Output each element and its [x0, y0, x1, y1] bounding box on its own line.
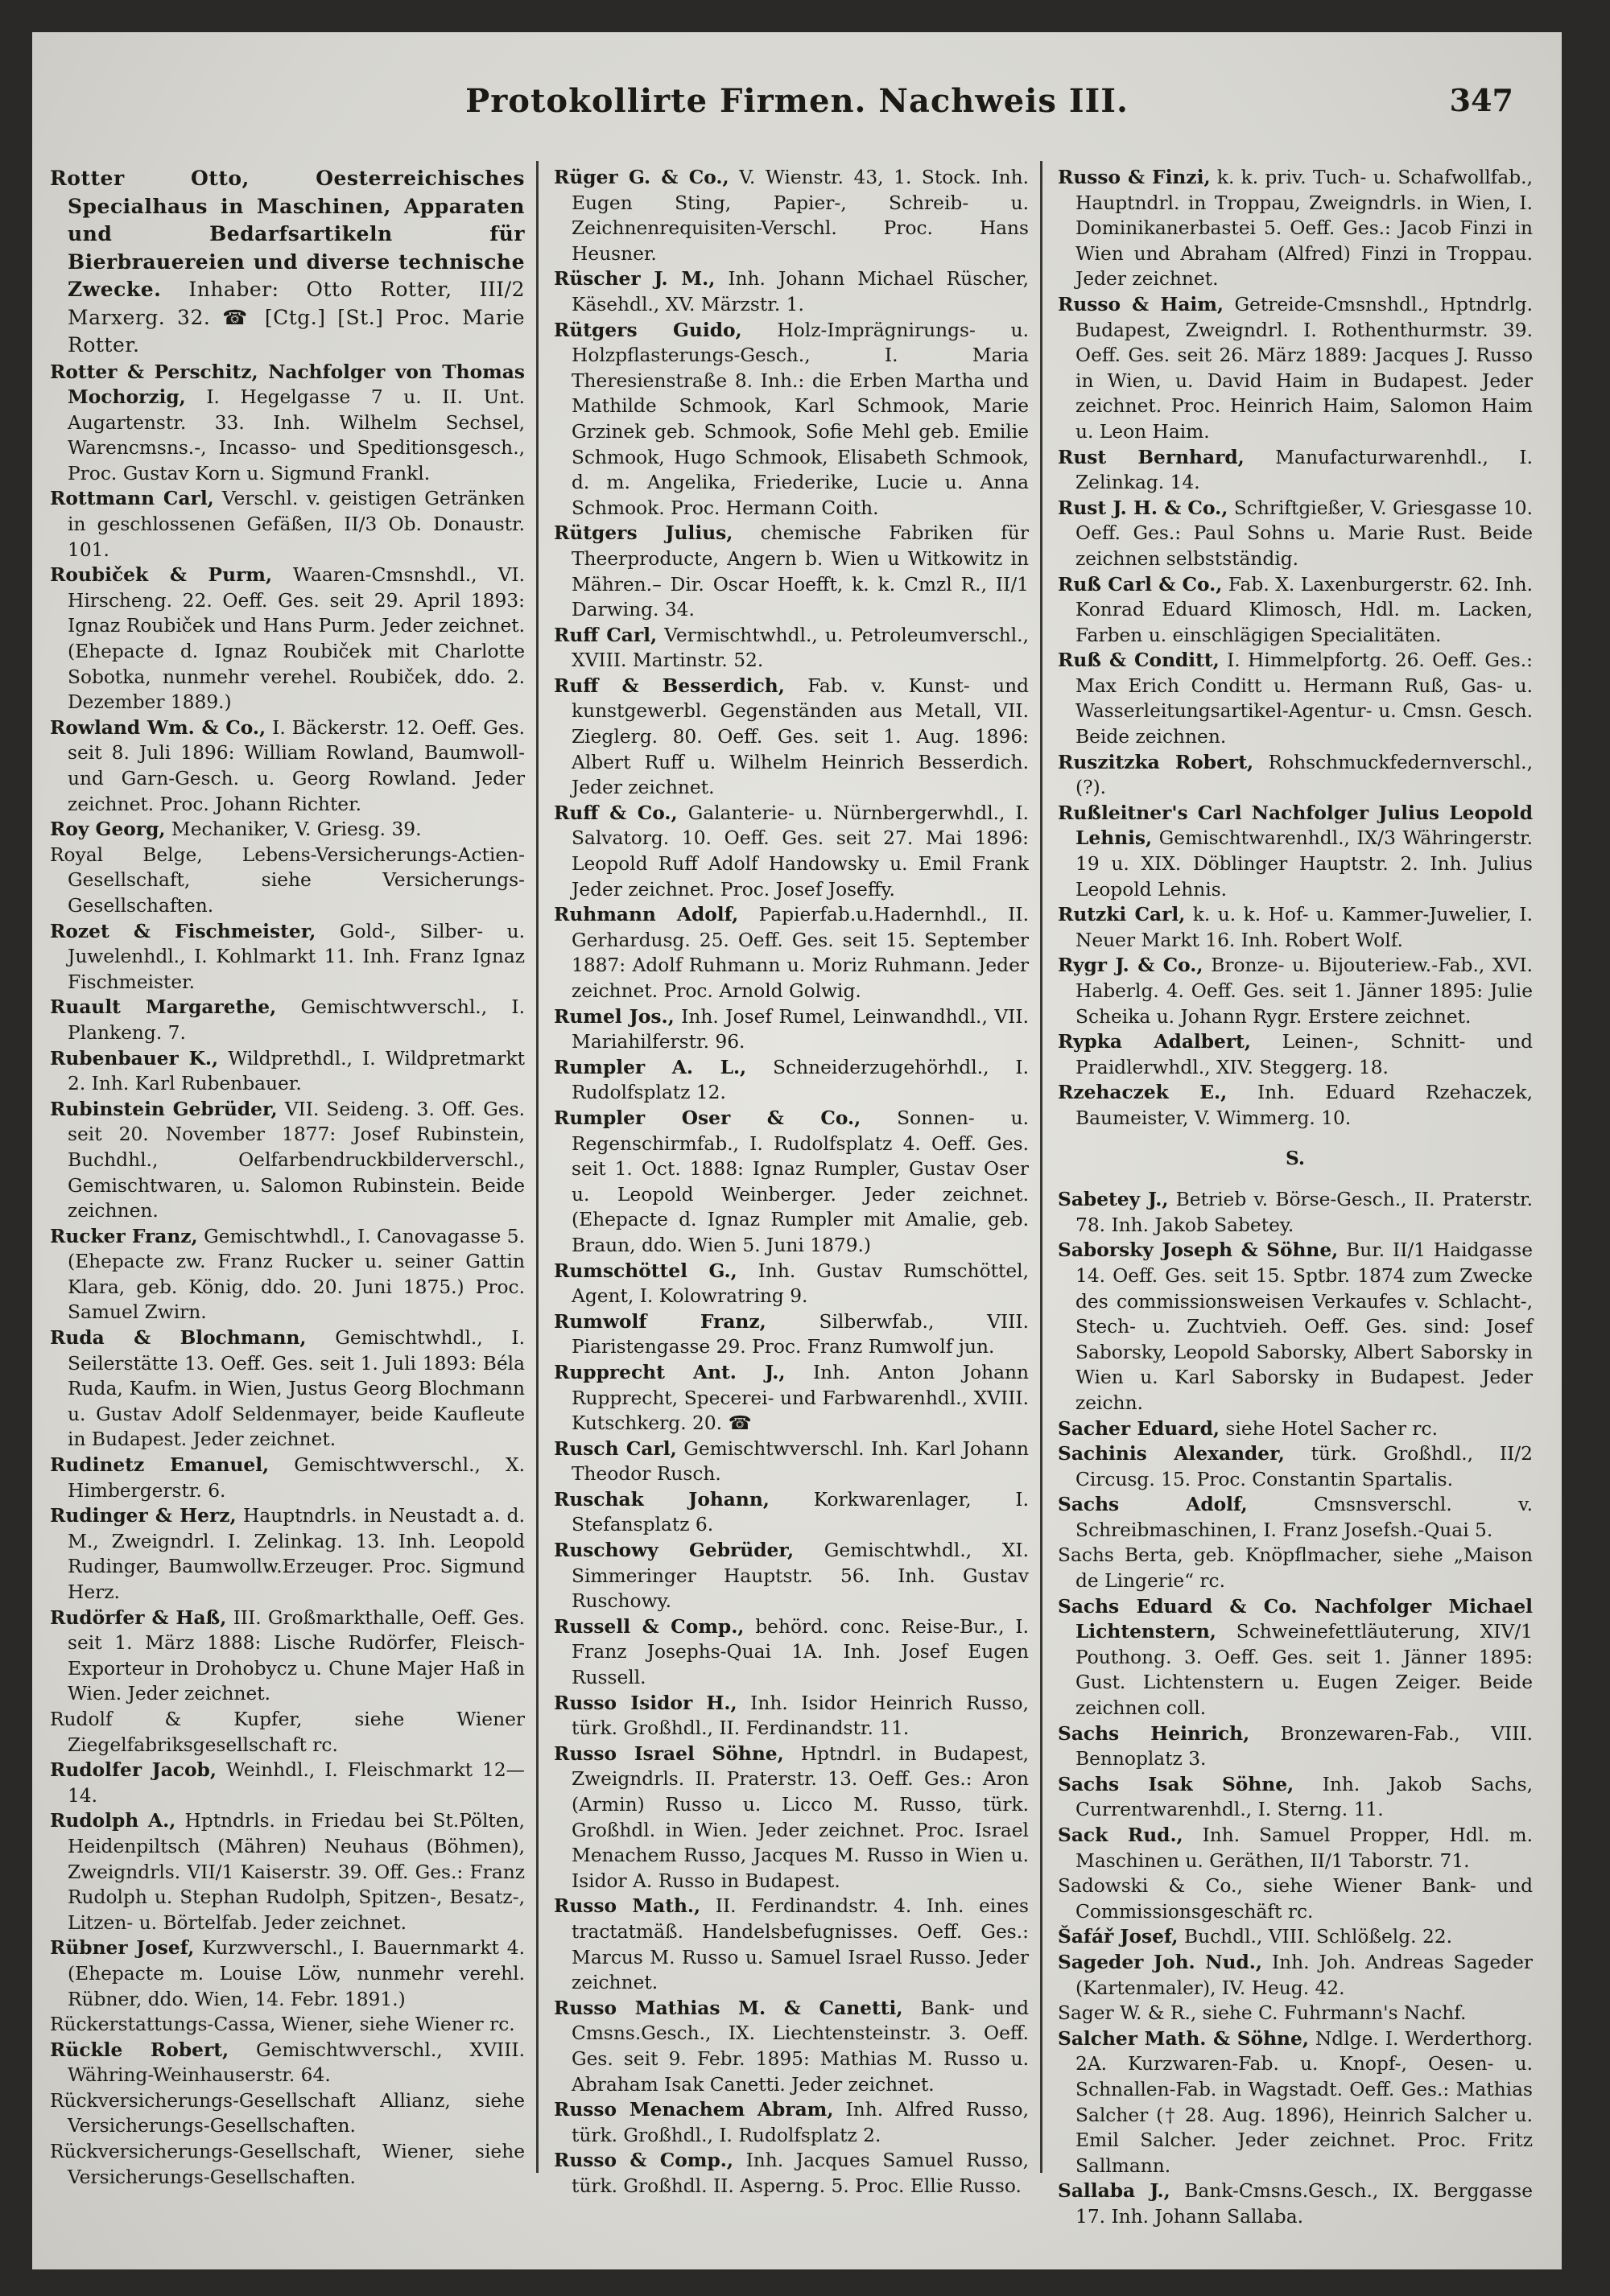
firm-entry	[50, 165, 525, 360]
firm-name: Rotter & Perschitz, Nachfolger von Thomas Mochorzig,	[50, 361, 525, 409]
firm-entry	[50, 1325, 525, 1453]
firm-entry	[1058, 445, 1533, 496]
firm-name: Rußleitner's Carl Nachfolger Julius Leopold Lehnis,	[1058, 802, 1533, 850]
firm-entry	[50, 360, 525, 487]
firm-entry	[50, 715, 525, 817]
firm-entry	[554, 1259, 1029, 1309]
firm-entry	[50, 843, 525, 919]
firm-name: Rotter Otto, Oesterreichisches Specialhaus in Maschinen, Apparaten und Bedarfsartikeln für Bierbrauereien und diverse technische Zwecke.	[50, 167, 525, 301]
firm-entry	[50, 2038, 525, 2088]
firm-name: Rudörfer & Haß,	[50, 1606, 227, 1629]
firm-details: Inh. Anton Johann Rupprecht, Specerei- und Farbwarenhdl., XVIII. Kutschkerg. 20. ☎	[572, 1361, 1029, 1435]
firm-name: Rypka Adalbert,	[1058, 1031, 1252, 1053]
firm-entry	[1058, 1721, 1533, 1772]
firm-details: behörd. conc. Reise-Bur., I. Franz Josephs-Quai 1A. Inh. Josef Eugen Russell.	[572, 1615, 1029, 1689]
firm-details: Sachs Berta, geb. Knöpflmacher, siehe „Maison de Lingerie“ rc.	[1058, 1544, 1533, 1593]
firm-entry	[50, 2012, 525, 2038]
firm-details: k. k. priv. Tuch- u. Schafwollfab., Hauptndrl. in Troppau, Zweigndrls. in Wien, I. Dominikanerbastei 5. Oeff. Ges.: Jacob Finzi in Wien und Abraham (Alfred) Finzi in Troppau. Jeder zeichnet.	[1075, 167, 1533, 291]
firm-details: Ndlge. I. Werderthorg. 2A. Kurzwaren-Fab. u. Knopf-, Oesen- u. Schnallen-Fab. in Wagstadt. Oeff. Ges.: Mathias Salcher († 28. Aug. 1896), Heinrich Salcher u. Emil Salcher. Jeder zeichnet. Proc. Fritz Sallmann.	[1075, 2027, 1533, 2177]
firm-name: Ruhmann Adolf,	[554, 904, 739, 926]
firm-details: k. u. k. Hof- u. Kammer-Juwelier, I. Neuer Markt 16. Inh. Robert Wolf.	[1075, 904, 1533, 951]
firm-details: Papierfab.u.Hadernhdl., II. Gerhardusg. 25. Oeff. Ges. seit 15. September 1887: Adolf Ruhmann u. Moriz Ruhmann. Jeder zeichnet. Proc. Arnold Golwig.	[572, 904, 1029, 1002]
firm-name: Sachinis Alexander,	[1058, 1443, 1285, 1465]
firm-details: Gold-, Silber- u. Juwelenhdl., I. Kohlmarkt 11. Inh. Franz Ignaz Fischmeister.	[68, 920, 525, 993]
firm-details: Leinen-, Schnitt- und Praidlerwhdl., XIV. Steggerg. 18.	[1075, 1031, 1533, 1078]
firm-entry	[50, 1808, 525, 1935]
firm-name: Russo Menachem Abram,	[554, 2099, 834, 2121]
firm-name: Sacher Eduard,	[1058, 1417, 1220, 1440]
firm-details: Schriftgießer, V. Griesgasse 10. Oeff. Ges.: Paul Sohns u. Marie Rust. Beide zeichnen selbstständig.	[1075, 497, 1533, 570]
firm-entry	[554, 1538, 1029, 1614]
firm-details: Hptndrl. in Budapest, Zweigndrls. II. Praterstr. 13. Oeff. Ges.: Aron (Armin) Russo u. Licco M. Russo, türk. Großhdl. in Wien. Jeder zeichnet. Proc. Israel Menachem Russo, Jacques M. Russo in Wien u. Isidor A. Russo in Budapest.	[572, 1742, 1029, 1892]
firm-entry	[1058, 165, 1533, 292]
firm-entry	[50, 563, 525, 715]
firm-details: chemische Fabriken für Theerproducte, Angern b. Wien u Witkowitz in Mähren.– Dir. Oscar Hoefft, k. k. Cmzl R., II/1 Darwing. 34.	[572, 522, 1030, 621]
firm-details: Inh. Eduard Rzehaczek, Baumeister, V. Wimmerg. 10.	[1075, 1082, 1533, 1129]
firm-details: I. Hegelgasse 7 u. II. Unt. Augartenstr. 33. Inh. Wilhelm Sechsel, Warencmsns.-, Incasso- und Speditionsgesch., Proc. Gustav Korn u. Sigmund Frankl.	[68, 386, 525, 484]
firm-name: Rutzki Carl,	[1058, 904, 1186, 926]
firm-entry	[554, 623, 1029, 674]
firm-name: Roy Georg,	[50, 818, 166, 841]
firm-name: Rüscher J. M.,	[554, 268, 716, 291]
firm-details: Bur. II/1 Haidgasse 14. Oeff. Ges. seit 15. Sptbr. 1874 zum Zwecke des commissionsweisen Verkaufes v. Schlacht-, Stech- u. Zuchtvieh. Oeff. Ges. sind: Josef Saborsky, Leopold Saborsky, Albert Saborsky in Wien u. Karl Saborsky in Budapest. Jeder zeichn.	[1075, 1239, 1533, 1414]
firm-entry	[1058, 1492, 1533, 1543]
firm-name: Rütgers Guido,	[554, 319, 742, 341]
firm-details: Inh. Gustav Rumschöttel, Agent, I. Kolowratring 9.	[572, 1259, 1029, 1308]
firm-entry	[1058, 648, 1533, 749]
scanned-page	[32, 32, 1562, 2269]
firm-name: Ruschowy Gebrüder,	[554, 1540, 795, 1562]
firm-entry	[554, 1360, 1029, 1437]
firm-entry	[1058, 1029, 1533, 1080]
firm-name: Ruß Carl & Co.,	[1058, 573, 1223, 596]
firm-name: Rzehaczek E.,	[1058, 1082, 1228, 1104]
section-letter: S.	[1285, 1147, 1306, 1169]
firm-details: Cmsnsverschl. v. Schreibmaschinen, I. Franz Josefsh.-Quai 5.	[1075, 1494, 1533, 1541]
firm-name: Rudinetz Emanuel,	[50, 1454, 270, 1477]
firm-name: Rozet & Fischmeister,	[50, 920, 316, 942]
firm-details: Hptndrls. in Friedau bei St.Pölten, Heidenpiltsch (Mähren) Neuhaus (Böhmen), Zweigndrls. VII/1 Kaiserstr. 39. Off. Ges.: Franz Rudolph u. Stephan Rudolph, Spitzen-, Besatz-, Litzen- u. Börtelfab. Jeder zeichnet.	[68, 1810, 525, 1934]
firm-entry	[1058, 1238, 1533, 1416]
firm-details: Gemischtwverschl., XVIII. Währing-Weinhauserstr. 64.	[68, 2038, 525, 2087]
firm-name: Russo Israel Söhne,	[554, 1742, 784, 1765]
firm-name: Russo Math.,	[554, 1895, 701, 1918]
firm-entry	[1058, 1873, 1533, 1924]
firm-entry	[50, 1758, 525, 1808]
firm-entry	[1058, 1543, 1533, 1593]
firm-details: I. Bäckerstr. 12. Oeff. Ges. seit 8. Juli 1896: William Rowland, Baumwoll- und Garn-Gesch. u. Georg Rowland. Jeder zeichnet. Proc. Johann Richter.	[68, 716, 525, 815]
firm-entry	[1058, 1950, 1533, 2001]
firm-details: Schneiderzugehörhdl., I. Rudolfsplatz 12.	[572, 1056, 1029, 1104]
firm-entry	[1058, 2179, 1533, 2229]
firm-entry	[50, 1097, 525, 1224]
firm-details: Inh. Johann Michael Rüscher, Käsehdl., XV. Märzstr. 1.	[572, 268, 1029, 315]
firm-entry	[1058, 1924, 1533, 1950]
firm-entry	[554, 801, 1029, 902]
firm-name: Russo Mathias M. & Canetti,	[554, 1997, 903, 2019]
firm-details: Bank- und Cmsns.Gesch., IX. Liechtensteinstr. 3. Oeff. Ges. seit 9. Febr. 1895: Mathias M. Russo u. Abraham Isak Canetti. Jeder zeichnet.	[572, 1997, 1029, 2096]
firm-entry	[1058, 2001, 1533, 2026]
firm-entry	[50, 919, 525, 995]
firm-entry	[1058, 1187, 1533, 1238]
firm-entry	[1058, 496, 1533, 572]
firm-name: Sabetey J.,	[1058, 1189, 1169, 1211]
firm-details: Weinhdl., I. Fleischmarkt 12—14.	[68, 1759, 525, 1807]
firm-name: Rygr J. & Co.,	[1058, 954, 1203, 977]
firm-details: Rudolf & Kupfer, siehe Wiener Ziegelfabriksgesellschaft rc.	[50, 1708, 525, 1756]
firm-entry	[554, 1996, 1029, 2097]
firm-details: Buchdl., VIII. Schlößelg. 22.	[1178, 1926, 1453, 1948]
firm-name: Sachs Isak Söhne,	[1058, 1773, 1294, 1795]
firm-name: Rucker Franz,	[50, 1225, 198, 1247]
firm-details: Gemischtwhdl., I. Seilerstätte 13. Oeff. Ges. seit 1. Juli 1893: Béla Ruda, Kaufm. in Wien, Justus Georg Blochmann u. Gustav Adolf Seldenmayer, beide Kaufleute in Budapest. Jeder zeichnet.	[68, 1327, 525, 1451]
firm-name: Ruff & Besserdich,	[554, 674, 785, 697]
firm-name: Rückle Robert,	[50, 2038, 229, 2061]
firm-details: Rückversicherungs-Gesellschaft Allianz, siehe Versicherungs-Gesellschaften.	[50, 2089, 525, 2137]
firm-name: Rumwolf Franz,	[554, 1310, 766, 1333]
firm-entry	[554, 1309, 1029, 1360]
firm-name: Rubinstein Gebrüder,	[50, 1098, 278, 1120]
firm-name: Ruschak Johann,	[554, 1488, 770, 1511]
firm-details: Waaren-Cmsnshdl., VI. Hirscheng. 22. Oeff. Ges. seit 29. April 1893: Ignaz Roubiček und Hans Purm. Jeder zeichnet. (Ehepacte d. Ignaz Roubiček mit Charlotte Sobotka, nunmehr verehel. Roubiček, ddo. 2. Dezember 1889.)	[68, 564, 525, 714]
firm-name: Sallaba J.,	[1058, 2180, 1170, 2203]
firm-name: Russell & Comp.,	[554, 1615, 745, 1638]
firm-name: Roubiček & Purm,	[50, 564, 273, 587]
firm-details: Gemischtwverschl., I. Plankeng. 7.	[68, 996, 526, 1044]
firm-entry	[554, 1437, 1029, 1487]
firm-details: Inh. Jacques Samuel Russo, türk. Großhdl. II. Asperng. 5. Proc. Ellie Russo.	[572, 2150, 1029, 2197]
firm-entry	[1058, 750, 1533, 801]
column-divider	[1040, 161, 1042, 2173]
column-divider	[536, 161, 539, 2173]
firm-entry	[50, 817, 525, 843]
firm-entry	[554, 674, 1029, 801]
firm-entry	[1058, 1416, 1533, 1442]
firm-entry	[1058, 953, 1533, 1029]
firm-details: Inh. Jakob Sachs, Currentwarenhdl., I. Sterng. 11.	[1075, 1773, 1533, 1821]
firm-name: Rust Bernhard,	[1058, 446, 1245, 468]
firm-name: Russo Isidor H.,	[554, 1692, 737, 1714]
firm-name: Sachs Adolf,	[1058, 1494, 1248, 1516]
firm-details: türk. Großhdl., II/2 Circusg. 15. Proc. Constantin Spartalis.	[1075, 1443, 1533, 1490]
firm-details: Bronzewaren-Fab., VIII. Bennoplatz 3.	[1075, 1722, 1534, 1770]
firm-name: Rusch Carl,	[554, 1437, 677, 1460]
firm-name: Sachs Heinrich,	[1058, 1722, 1250, 1745]
firm-name: Ruff & Co.,	[554, 802, 678, 824]
firm-entry	[554, 1004, 1029, 1055]
firm-entry	[1058, 1772, 1533, 1823]
firm-entry	[554, 266, 1029, 317]
firm-details: Inh. Samuel Propper, Hdl. m. Maschinen u. Geräthen, II/1 Taborstr. 71.	[1075, 1824, 1534, 1872]
firm-entry	[554, 1894, 1029, 1995]
firm-entry	[50, 1935, 525, 2012]
firm-details: Bronze- u. Bijouteriew.-Fab., XVI. Haberlg. 4. Oeff. Ges. seit 1. Jänner 1895: Julie Scheika u. Johann Rygr. Erstere zeichnet.	[1075, 954, 1533, 1028]
firm-name: Russo & Finzi,	[1058, 167, 1211, 188]
firm-name: Rottmann Carl,	[50, 488, 214, 510]
firm-entry	[1058, 292, 1533, 445]
firm-entry	[50, 1046, 525, 1097]
firm-details: Sadowski & Co., siehe Wiener Bank- und Commissionsgeschäft rc.	[1058, 1875, 1533, 1923]
firm-details: Vermischtwhdl., u. Petroleumverschl., XVIII. Martinstr. 52.	[572, 624, 1029, 672]
firm-entry	[50, 995, 525, 1045]
firm-name: Russo & Comp.,	[554, 2150, 733, 2172]
firm-details: Gemischtwverschl., X. Himbergerstr. 6.	[68, 1454, 525, 1502]
firm-name: Rudinger & Herz,	[50, 1505, 237, 1527]
firm-details: Wildprethdl., I. Wildpretmarkt 2. Inh. Karl Rubenbauer.	[68, 1047, 525, 1095]
firm-entry	[554, 902, 1029, 1004]
firm-name: Rowland Wm. & Co.,	[50, 716, 266, 739]
firm-entry	[1058, 572, 1533, 649]
firm-entry	[554, 1691, 1029, 1742]
running-title: Protokollirte Firmen. Nachweis III.	[465, 82, 1129, 120]
firm-details: Gemischtwarenhdl., IX/3 Währingerstr. 19 u. XIX. Döblinger Hauptstr. 2. Inh. Julius Leopold Lehnis.	[1075, 827, 1533, 901]
firm-entry	[1058, 2026, 1533, 2179]
column-middle	[554, 165, 1029, 2199]
firm-entry	[1058, 1080, 1533, 1131]
firm-entry	[554, 1055, 1029, 1106]
firm-entry	[554, 318, 1029, 521]
firm-name: Rudolfer Jacob,	[50, 1759, 217, 1782]
firm-details: Korkwarenlager, I. Stefansplatz 6.	[572, 1488, 1029, 1536]
firm-entry	[50, 486, 525, 563]
firm-entry	[50, 1707, 525, 1758]
firm-name: Rumpler A. L.,	[554, 1056, 747, 1078]
firm-details: siehe Hotel Sacher rc.	[1220, 1417, 1438, 1440]
firm-details: Rohschmuckfedernverschl., (?).	[1075, 751, 1533, 799]
firm-details: Gemischtwhdl., XI. Simmeringer Hauptstr. 56. Inh. Gustav Ruschowy.	[572, 1540, 1029, 1613]
firm-details: Fab. X. Laxenburgerstr. 62. Inh. Konrad Eduard Klimosch, Hdl. m. Lacken, Farben u. einschlägigen Specialitäten.	[1075, 573, 1533, 646]
firm-details: Galanterie- u. Nürnbergerwhdl., I. Salvatorg. 10. Oeff. Ges. seit 27. Mai 1896: Leopold Ruff Adolf Handowsky u. Emil Frank Jeder zeichnet. Proc. Josef Joseffy.	[572, 802, 1030, 901]
firm-details: II. Ferdinandstr. 4. Inh. eines tractatmäß. Handelsbefugnisses. Oeff. Ges.: Marcus M. Russo u. Samuel Israel Russo. Jeder zeichnet.	[572, 1895, 1029, 1994]
firm-name: Rumpler Oser & Co.,	[554, 1107, 861, 1129]
firm-details: Gemischtwhdl., I. Canovagasse 5. (Ehepacte zw. Franz Rucker u. seiner Gattin Klara, geb. König, ddo. 20. Juni 1875.) Proc. Samuel Zwirn.	[68, 1225, 525, 1324]
firm-details: Inh. Isidor Heinrich Russo, türk. Großhdl., II. Ferdinandstr. 11.	[572, 1692, 1029, 1740]
firm-entry	[1058, 1441, 1533, 1492]
firm-name: Rumel Jos.,	[554, 1005, 675, 1028]
page-number: 347	[1449, 82, 1513, 118]
firm-details: Rückversicherungs-Gesellschaft, Wiener, siehe Versicherungs-Gesellschaften.	[50, 2141, 525, 2188]
firm-entry	[554, 1106, 1029, 1259]
firm-name: Ruß & Conditt,	[1058, 649, 1220, 672]
firm-details: Verschl. v. geistigen Getränken in geschlossenen Gefäßen, II/3 Ob. Donaustr. 101.	[68, 488, 525, 561]
firm-entry	[1058, 801, 1533, 902]
firm-entry	[1058, 1823, 1533, 1873]
firm-details: Inhaber: Otto Rotter, III/2 Marxerg. 32. ☎ [Ctg.] [St.] Proc. Marie Rotter.	[68, 278, 525, 357]
firm-entry	[50, 2088, 525, 2139]
column-right	[1058, 165, 1533, 2230]
firm-entry	[554, 2148, 1029, 2199]
column-left	[50, 165, 525, 2190]
firm-details: Inh. Josef Rumel, Leinwandhdl., VII. Mariahilferstr. 96.	[572, 1005, 1029, 1053]
firm-entry	[554, 1742, 1029, 1894]
firm-details: Royal Belge, Lebens-Versicherungs-Actien-Gesellschaft, siehe Versicherungs-Gesellschaften.	[50, 843, 525, 917]
firm-details: Inh. Alfred Russo, türk. Großhdl., I. Rudolfsplatz 2.	[572, 2099, 1029, 2146]
firm-name: Sageder Joh. Nud.,	[1058, 1951, 1263, 1973]
firm-name: Sack Rud.,	[1058, 1824, 1183, 1846]
firm-name: Sachs Eduard & Co. Nachfolger Michael Lichtenstern,	[1058, 1595, 1533, 1643]
firm-name: Ruda & Blochmann,	[50, 1327, 307, 1350]
firm-details: Manufacturwarenhdl., I. Zelinkag. 14.	[1075, 446, 1533, 494]
firm-details: Getreide-Cmsnshdl., Hptndrlg. Budapest, Zweigndrl. I. Rothenthurmstr. 39. Oeff. Ges. seit 26. März 1889: Jacques J. Russo in Wien, u. David Haim in Budapest. Jeder zeichnet. Proc. Heinrich Haim, Salomon Haim u. Leon Haim.	[1075, 293, 1533, 443]
firm-details: Mechaniker, V. Griesg. 39.	[165, 818, 422, 841]
firm-name: Russo & Haim,	[1058, 293, 1224, 315]
firm-entry	[50, 1606, 525, 1707]
firm-details: Sager W. & R., siehe C. Fuhrmann's Nachf.	[1058, 2002, 1467, 2025]
firm-name: Rüger G. & Co.,	[554, 167, 729, 188]
firm-details: Gemischtwverschl. Inh. Karl Johann Theodor Rusch.	[572, 1437, 1029, 1486]
firm-name: Saborsky Joseph & Söhne,	[1058, 1239, 1339, 1262]
firm-details: Silberwfab., VIII. Piaristengasse 29. Proc. Franz Rumwolf jun.	[572, 1310, 1029, 1358]
firm-entry	[554, 521, 1029, 622]
firm-details: Hauptndrls. in Neustadt a. d. M., Zweigndrl. I. Zelinkag. 13. Inh. Leopold Rudinger, Baumwollw.Erzeuger. Proc. Sigmund Herz.	[68, 1505, 525, 1603]
firm-entry	[50, 1224, 525, 1325]
firm-name: Rust J. H. & Co.,	[1058, 497, 1228, 519]
firm-name: Rütgers Julius,	[554, 522, 733, 545]
firm-entry	[554, 1614, 1029, 1691]
firm-entry	[1058, 902, 1533, 953]
firm-details: Schweinefettläuterung, XIV/1 Pouthong. 3. Oeff. Ges. seit 1. Jänner 1895: Gust. Lichtenstern u. Eugen Zeiger. Beide zeichnen coll.	[1075, 1621, 1533, 1720]
firm-name: Rubenbauer K.,	[50, 1047, 219, 1070]
firm-entry	[1058, 1594, 1533, 1721]
firm-details: Bank-Cmsns.Gesch., IX. Berggasse 17. Inh. Johann Sallaba.	[1075, 2180, 1533, 2228]
firm-details: Holz-Imprägnirungs- u. Holzpflasterungs-Gesch., I. Maria Theresienstraße 8. Inh.: die Erben Martha und Mathilde Schmook, Karl Schmook, Marie Grzinek geb. Schmook, Sofie Mehl geb. Emilie Schmook, Hugo Schmook, Elisabeth Schmook, d. m. Angelika, Friederike, Lucie u. Anna Schmook. Proc. Hermann Coith.	[572, 319, 1030, 519]
firm-name: Rumschöttel G.,	[554, 1259, 737, 1282]
firm-name: Ruault Margarethe,	[50, 996, 277, 1019]
firm-name: Rudolph A.,	[50, 1810, 176, 1832]
firm-details: Betrieb v. Börse-Gesch., II. Praterstr. 78. Inh. Jakob Sabetey.	[1075, 1189, 1533, 1236]
firm-name: Rübner Josef,	[50, 1937, 195, 1960]
firm-entry	[554, 2097, 1029, 2148]
firm-name: Rupprecht Ant. J.,	[554, 1361, 786, 1383]
firm-entry	[50, 2139, 525, 2190]
firm-entry	[554, 1487, 1029, 1538]
firm-entry	[50, 1453, 525, 1503]
page-header	[32, 82, 1562, 130]
firm-name: Šafář Josef,	[1058, 1926, 1179, 1948]
firm-name: Salcher Math. & Söhne,	[1058, 2027, 1309, 2050]
firm-details: Kurzwverschl., I. Bauernmarkt 4. (Ehepacte m. Louise Löw, nunmehr verehl. Rübner, ddo. Wien, 14. Febr. 1891.)	[68, 1937, 525, 2010]
firm-details: Fab. v. Kunst- und kunstgewerbl. Gegenständen aus Metall, VII. Zieglerg. 80. Oeff. Ges. seit 1. Aug. 1896: Albert Ruff u. Wilhelm Heinrich Besserdich. Jeder zeichnet.	[572, 674, 1030, 799]
firm-details: III. Großmarkthalle, Oeff. Ges. seit 1. März 1888: Lische Rudörfer, Fleisch-Exporteur in Drohobycz u. Chune Majer Haß in Wien. Jeder zeichnet.	[68, 1606, 525, 1705]
firm-entry	[554, 165, 1029, 266]
firm-details: Inh. Joh. Andreas Sageder (Kartenmaler), IV. Heug. 42.	[1075, 1951, 1533, 1999]
firm-details: V. Wienstr. 43, 1. Stock. Inh. Eugen Sting, Papier-, Schreib- u. Zeichnenrequisiten-Verschl. Proc. Hans Heusner.	[572, 167, 1029, 265]
firm-details: I. Himmelpfortg. 26. Oeff. Ges.: Max Erich Conditt u. Hermann Ruß, Gas- u. Wasserleitungsartikel-Agentur- u. Cmsn. Gesch. Beide zeichnen.	[1075, 649, 1534, 748]
firm-details: Rückerstattungs-Cassa, Wiener, siehe Wiener rc.	[50, 2014, 515, 2036]
firm-details: Sonnen- u. Regenschirmfab., I. Rudolfsplatz 4. Oeff. Ges. seit 1. Oct. 1888: Ignaz Rumpler, Gustav Oser u. Leopold Weinberger. Jeder zeichnet. (Ehepacte d. Ignaz Rumpler mit Amalie, geb. Braun, ddo. Wien 5. Juni 1879.)	[572, 1107, 1029, 1256]
firm-details: VII. Seideng. 3. Off. Ges. seit 20. November 1877: Josef Rubinstein, Buchdhl., Oelfarbendruckbilderverschl., Gemischtwaren, u. Salomon Rubinstein. Beide zeichnen.	[68, 1098, 525, 1222]
firm-name: Ruff Carl,	[554, 624, 658, 646]
firm-entry	[50, 1503, 525, 1605]
firm-name: Ruszitzka Robert,	[1058, 751, 1254, 773]
